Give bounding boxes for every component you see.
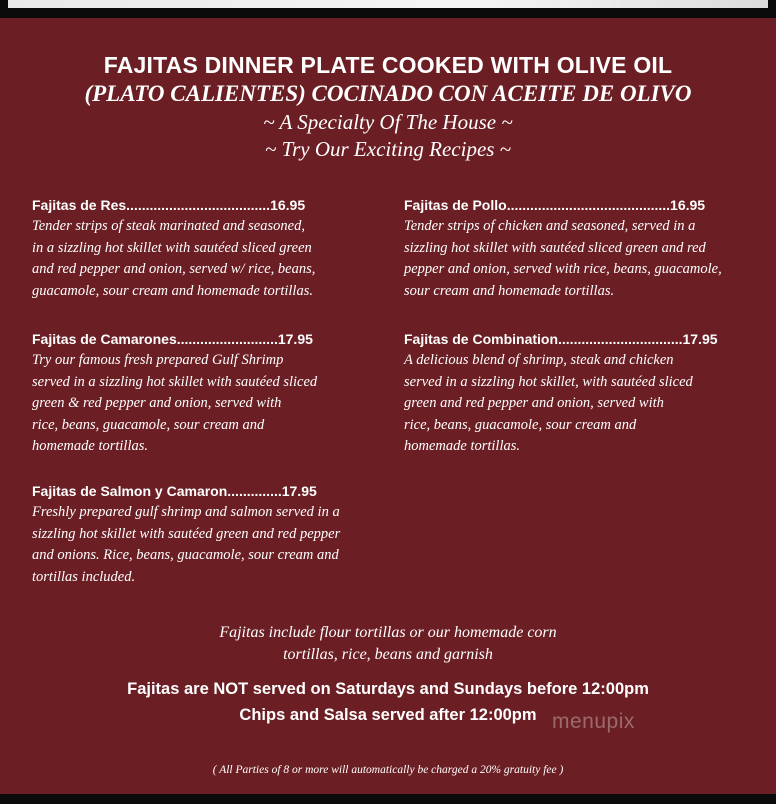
item-title: Fajitas de Camarones..........................17.95	[32, 331, 313, 347]
desc-line: pepper and onion, served with rice, beans, guacamole,	[404, 261, 722, 277]
desc-line: Try our famous fresh prepared Gulf Shrimp	[32, 352, 284, 368]
menu-item-pollo	[404, 194, 722, 302]
fajitas-include-note-cont: tortillas, rice, beans and garnish	[283, 646, 493, 663]
item-description	[32, 350, 317, 458]
desc-line: Freshly prepared gulf shrimp and salmon served in a	[32, 504, 340, 520]
desc-line: tortillas included.	[32, 568, 136, 585]
weekend-hours-notice: Fajitas are NOT served on Saturdays and Sundays before 12:00pm	[127, 680, 649, 698]
menupix-watermark: menupix	[552, 710, 635, 733]
desc-line: guacamole, sour cream and homemade tortillas.	[32, 282, 313, 299]
desc-line: rice, beans, guacamole, sour cream and	[32, 416, 265, 433]
item-description	[404, 216, 722, 302]
fajitas-include-note: Fajitas include flour tortillas or our homemade corn	[219, 624, 557, 641]
item-description	[32, 502, 340, 588]
desc-line: A delicious blend of shrimp, steak and chicken	[404, 352, 674, 368]
menu-panel	[0, 18, 776, 794]
desc-line: green & red pepper and onion, served with	[32, 395, 282, 411]
desc-line: rice, beans, guacamole, sour cream and	[404, 416, 637, 433]
desc-line: and onions. Rice, beans, guacamole, sour cream and	[32, 547, 339, 563]
desc-line: in a sizzling hot skillet with sautéed sliced green	[32, 239, 312, 256]
item-description	[32, 216, 315, 302]
desc-line: green and red pepper and onion, served with	[404, 395, 664, 411]
item-title: Fajitas de Combination................................17.95	[404, 331, 718, 347]
menu-item-combination	[404, 328, 718, 458]
desc-line: served in a sizzling hot skillet, with sautéed sliced	[404, 373, 693, 390]
menu-item-camarones	[32, 328, 317, 458]
top-photo-strip	[8, 0, 768, 8]
menu-title: FAJITAS DINNER PLATE COOKED WITH OLIVE OIL	[103, 52, 673, 78]
gratuity-footnote: ( All Parties of 8 or more will automatically be charged a 20% gratuity fee )	[212, 764, 564, 776]
item-description	[404, 350, 718, 458]
chips-salsa-notice: Chips and Salsa served after 12:00pm	[239, 706, 537, 724]
desc-line: sour cream and homemade tortillas.	[404, 282, 615, 299]
menu-item-salmon-camaron	[32, 480, 340, 588]
item-title: Fajitas de Salmon y Camaron..............17.95	[32, 483, 317, 499]
item-title: Fajitas de Res.....................................16.95	[32, 197, 306, 213]
desc-line: sizzling hot skillet with sautéed sliced green and red	[404, 239, 706, 256]
desc-line: and red pepper and onion, served w/ rice, beans,	[32, 261, 316, 277]
desc-line: homemade tortillas.	[32, 438, 148, 454]
menu-item-res	[32, 194, 315, 302]
tagline-recipes: ~ Try Our Exciting Recipes ~	[264, 137, 512, 161]
desc-line: homemade tortillas.	[404, 438, 520, 454]
tagline-specialty: ~ A Specialty Of The House ~	[263, 110, 513, 134]
desc-line: Tender strips of steak marinated and seasoned,	[32, 218, 305, 234]
desc-line: Tender strips of chicken and seasoned, served in a	[404, 218, 696, 234]
desc-line: sizzling hot skillet with sautéed green and red pepper	[32, 525, 341, 542]
item-title: Fajitas de Pollo..........................................16.95	[404, 197, 706, 213]
menu-subtitle: (PLATO CALIENTES) COCINADO CON ACEITE DE OLIVO	[84, 81, 692, 106]
desc-line: served in a sizzling hot skillet with sautéed sliced	[32, 373, 318, 390]
